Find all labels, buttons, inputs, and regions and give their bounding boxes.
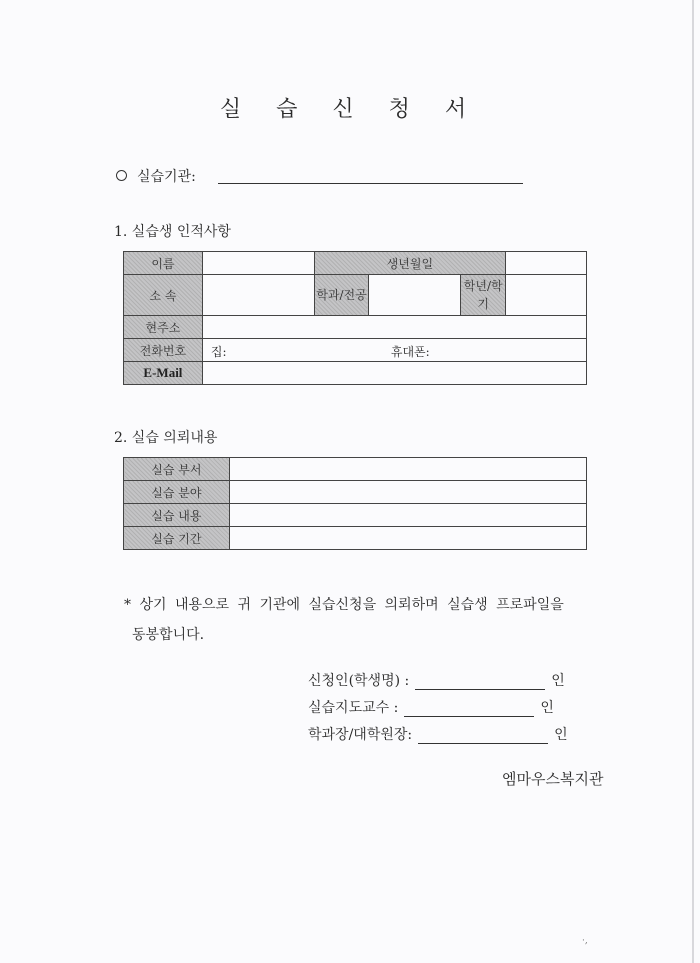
email-label: E-Mail [124,362,203,385]
email-field[interactable] [202,362,586,385]
page-edge [692,0,694,963]
note-line-2: 동봉합니다. [132,627,205,643]
note-line-1: * 상기 내용으로 귀 기관에 실습신청을 의뢰하며 실습생 프로파일을 [124,597,564,613]
circle-bullet-icon [116,170,127,181]
home-phone-label: 집: [210,345,227,359]
address-label: 현주소 [124,316,203,339]
period-row-label: 실습 기간 [124,527,230,550]
phone-field[interactable] [202,339,586,362]
period-row-field[interactable] [229,527,586,550]
signature-applicant [308,670,565,690]
birth-label: 생년월일 [314,252,506,275]
content-row-label: 실습 내용 [124,504,230,527]
phone-label: 전화번호 [124,339,203,362]
section2-heading: 2. 실습 의뢰내용 [114,430,218,446]
document-title: 실 습 신 청 서 [219,97,481,122]
dept-row-field[interactable] [229,458,586,481]
signature-line[interactable] [418,729,548,744]
signature-line[interactable] [404,702,534,717]
name-field[interactable] [202,252,314,275]
org-label: 실습기관: [137,169,196,185]
section1-heading: 1. 실습생 인적사항 [114,224,231,240]
org-line [116,166,196,186]
content-row-field[interactable] [229,504,586,527]
birth-field[interactable] [506,252,587,275]
request-table [123,457,587,550]
note-block [124,590,564,650]
dept-field[interactable] [369,275,461,316]
scan-speck: ·, [582,936,588,946]
field-row-field[interactable] [229,481,586,504]
signature-advisor [308,697,554,717]
dept-label: 학과/전공 [314,275,369,316]
seal-mark: 인 [540,700,554,716]
signature-label: 신청인(학생명) : [308,673,410,689]
year-label: 학년/학기 [461,275,506,316]
organization-footer: 엠마우스복지관 [502,770,604,788]
signature-dean [308,724,568,744]
signature-label: 실습지도교수 : [308,700,399,716]
field-row-label: 실습 분야 [124,481,230,504]
year-field[interactable] [506,275,587,316]
dept-row-label: 실습 부서 [124,458,230,481]
affil-field[interactable] [202,275,314,316]
affil-label: 소 속 [124,275,203,316]
address-field[interactable] [202,316,586,339]
personal-info-table [123,251,587,385]
signature-line[interactable] [415,675,545,690]
seal-mark: 인 [554,727,568,743]
signature-label: 학과장/대학원장: [308,727,413,743]
seal-mark: 인 [551,673,565,689]
org-underline [218,183,523,184]
name-label: 이름 [124,252,203,275]
mobile-phone-label: 휴대폰: [390,345,430,359]
